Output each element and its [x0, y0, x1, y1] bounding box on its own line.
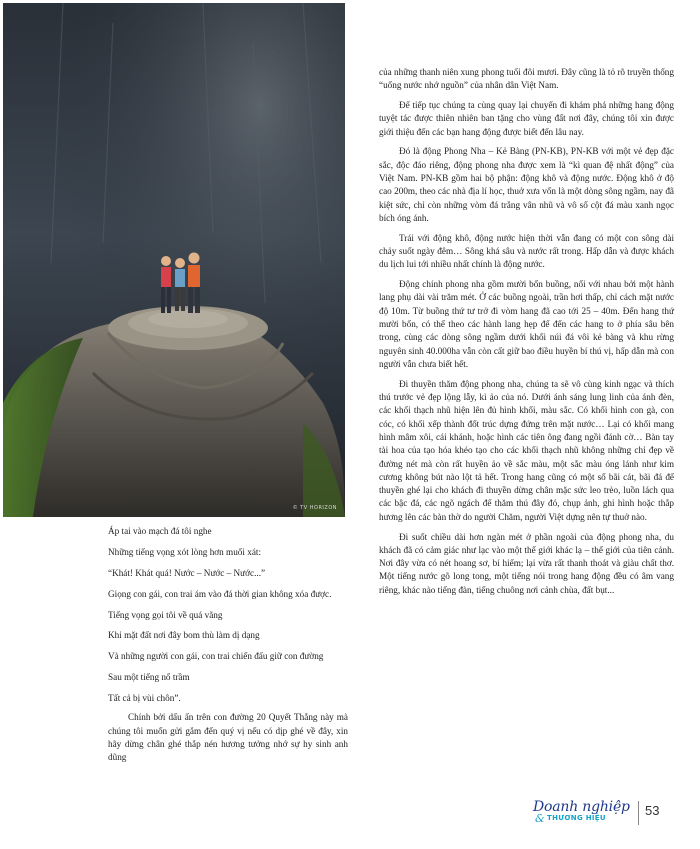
verse-line: Giọng con gái, con trai ám vào đá thời gian không xóa được. — [108, 588, 332, 599]
page-footer — [533, 799, 683, 829]
cave-illustration — [3, 3, 345, 517]
footer-divider — [638, 801, 639, 825]
verse-line: Sau một tiếng nổ trầm — [108, 672, 190, 683]
verse-line: Và những người con gái, con trai chiến đấu giữ con đường — [108, 651, 324, 662]
verse-line: Tất cả bị vùi chôn”. — [108, 693, 181, 704]
body-paragraph: Để tiếp tục chúng ta cùng quay lại chuyến đi khám phá những hang động tuyệt tác được thiên nhiên ban tặng cho vùng đất nơi đây, chúng tôi xin được giới thiệu đến các bạn hang động được biết đến lâu nay. — [379, 100, 674, 137]
cave-photo — [3, 3, 345, 517]
brand-logo-line1: Doanh nghiệp — [533, 799, 630, 815]
page-number: 53 — [645, 803, 660, 818]
body-paragraph: Đó là động Phong Nha – Kẻ Bàng (PN-KB), PN-KB với một vẻ đẹp đặc sắc, độc đáo riêng, động phong nha được xem là “kì quan đệ nhất động” của Việt Nam. PN-KB gồm hai bộ phận: động khô và động nước. Động khô ở độ cao 200m, theo các nhà địa lí học, thuở xưa vốn là một dòng sông ngầm, nay đã kiệt sức, chỉ còn những vòm đá trắng vân nhũ và vô số cột đá màu xanh ngọc bích óng ánh. — [379, 146, 674, 223]
verse-line: “Khát! Khát quá! Nước – Nước – Nước...” — [108, 567, 266, 578]
body-paragraph: Động chính phong nha gồm mười bốn buồng, nối với nhau bởi một hành lang phụ dài vài trăm mét. Ở các buồng ngoài, trần hơi thấp, chỉ cách mặt nước độ 10m. Từ buồng thứ tư trở đi vòm hang đã cao tới 25 – 40m. Đến hang thứ mười bốn, có thể theo các hành lang hẹp để đến các hang to ở phía sâu bên trong, cùng các dòng sông ngầm dưới khối núi đá vôi kẻ bàng và khu rừng nguyên sinh 40.000ha vẫn còn cất giữ bao điều huyền bí thú vị, hấp dẫn mà con người vẫn chưa biết hết. — [379, 279, 674, 369]
verse-line: Tiếng vọng gọi tôi về quá vãng — [108, 609, 223, 620]
body-paragraph: Trái với động khô, động nước hiện thời vẫn đang có một con sông dài chảy suốt ngày đêm… Sông khá sâu và nước rất trong. Hấp dẫn và được khách du lịch lui tới nhiều nhất chính là động nước. — [379, 232, 674, 270]
left-column — [108, 525, 348, 765]
brand-logo-ampersand: & — [535, 812, 545, 825]
body-paragraph: của những thanh niên xung phong tuổi đôi mươi. Đây cũng là tỏ rõ truyền thống “uống nước nhớ nguồn” của nhân dân Việt Nam. — [379, 67, 674, 91]
brand-logo-line2: THƯƠNG HIỆU — [547, 814, 606, 822]
verse-line: Khi mặt đất nơi đây bom thù làm dị dạng — [108, 630, 260, 641]
body-paragraph: Đi thuyền thăm động phong nha, chúng ta sẽ vô cùng kinh ngạc và thích thú trước vẻ đẹp lộng lẫy, kì ảo của nó. Dưới ánh sáng lung linh của ánh đèn, các khối thạch nhũ hiện lên đủ hình khối, màu sắc. Có khối hình con gà, con cóc, có khối xếp thành đốt trúc dựng đứng trên mặt nước… Lại có khối mang hình mâm xôi, cái khánh, hoặc hình các tiên ông đang ngồi đánh cờ… Bàn tay tài hoa của tạo hóa khéo tạo cho các khối thạch nhũ không những chỉ đẹp về đường nét mà còn rất huyền ảo về sắc màu, một sắc màu óng lánh như kim cương không bút nào lột tả hết. Trong hang cũng có một số bãi cát, bãi đá để thuyền ghé lại cho khách đi thuyền dừng chân mặc sức leo trèo, luồn lách qua các bậc đá, các ngõ ngách để thăm thú đây đó, chụp ảnh, ghi hình hoặc thắp hương lên các bàn thờ do người Chăm, người Việt dựng nên tự thuở nào. — [379, 378, 674, 522]
photo-credit: © TV HORIZON — [292, 505, 337, 511]
verse-line: Áp tai vào mạch đá tôi nghe — [108, 526, 212, 536]
closing-paragraph: Chính bởi dấu ấn trên con đường 20 Quyết Thắng này mà chúng tôi muốn gửi gắm đến quý vị nếu có dịp ghé về đây, xin hãy dừng chân ghé thắp nén hương tưởng nhớ sự hy sinh anh dũng — [108, 712, 348, 763]
verse-line: Những tiếng vọng xót lòng hơn muối xát: — [108, 546, 262, 557]
body-paragraph: Đi suốt chiều dài hơn ngàn mét ở phần ngoài của động phong nha, du khách đã có cảm giác như lạc vào một thế giới khác lạ – thế giới của tiên cảnh. Nơi đây vừa có nét hoang sơ, bí hiểm; lại vừa rất thanh thoát và giàu chất thơ. Một tiếng nước gõ long tong, một tiếng nói trong hang động đều có âm vang riêng, khác nào tiếng đàn, tiếng chuông nơi cảnh chùa, đất bụt... — [379, 531, 674, 595]
right-column — [379, 66, 674, 597]
